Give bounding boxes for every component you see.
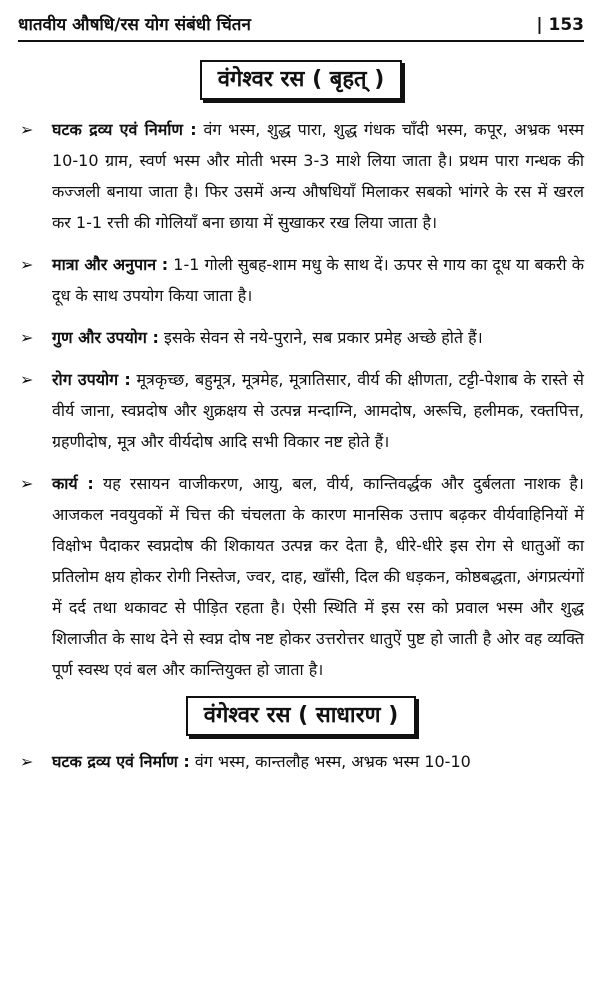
arrow-bullet-icon: ➢: [20, 370, 34, 389]
entry-text: वंग भस्म, कान्तलौह भस्म, अभ्रक भस्म 10-10: [189, 752, 471, 771]
entry-text: 1-1 गोली सुबह-शाम मधु के साथ दें। ऊपर से गाय का दूध या बकरी के दूध के साथ उपयोग किया जाता है।: [52, 255, 584, 305]
arrow-bullet-icon: ➢: [20, 752, 34, 771]
section-title-brihat: वंगेश्वर रस ( बृहत् ): [200, 60, 403, 100]
arrow-bullet-icon: ➢: [20, 255, 34, 274]
running-head: [18, 0, 584, 42]
entry-label: कार्य :: [52, 474, 94, 493]
entry-text: इसके सेवन से नये-पुराने, सब प्रकार प्रमेह अच्छे होते हैं।: [158, 328, 483, 347]
entry-ingredients-2: [18, 746, 584, 777]
arrow-bullet-icon: ➢: [20, 120, 34, 139]
arrow-bullet-icon: ➢: [20, 328, 34, 347]
entry-label: घटक द्रव्य एवं निर्माण :: [52, 752, 190, 771]
entry-label: रोग उपयोग :: [52, 370, 131, 389]
entry-label: गुण और उपयोग :: [52, 328, 159, 347]
entry-ingredients: [18, 114, 584, 238]
entry-diseases: [18, 364, 584, 457]
entry-action: [18, 468, 584, 685]
entry-label: मात्रा और अनुपान :: [52, 255, 169, 274]
entry-label: घटक द्रव्य एवं निर्माण :: [52, 120, 197, 139]
entry-text: मूत्रकृच्छ, बहुमूत्र, मूत्रमेह, मूत्रातिसार, वीर्य की क्षीणता, टट्टी-पेशाब के रास्ते से वीर्य जाना, स्वप्नदोष और शुक्रक्षय से उत्पन्न मन्दाग्नि, आमदोष, अरूचि, हलीमक, रक्तपित्त, ग्रहणीदोष, मूत्र और वीर्यदोष आदि सभी विकार नष्ट होते हैं।: [52, 370, 584, 451]
page-number: | 153: [536, 15, 584, 35]
entry-properties: [18, 322, 584, 353]
entry-text: यह रसायन वाजीकरण, आयु, बल, वीर्य, कान्तिवर्द्धक और दुर्बलता नाशक है। आजकल नवयुवकों में चित्त की चंचलता के कारण मानसिक उत्ताप बढ़कर वीर्यवाहिनियों में विक्षोभ पैदाकर स्वप्नदोष की शिकायत उत्पन्न कर देता है, धीरे-धीरे इस रोग से धातुओं का प्रतिलोम क्षय होकर रोगी निस्तेज, ज्वर, दाह, खाँसी, दिल की धड़कन, कोष्ठबद्धता, अंगप्रत्यंगों में दर्द तथा थकावट से पीड़ित रहता है। ऐसी स्थिति में इस रस को प्रवाल भस्म और शुद्ध शिलाजीत के साथ देने से स्वप्न दोष नष्ट होकर उत्तरोत्तर धातुऐं पुष्ट हो जाती है ओर वह व्यक्ति पूर्ण स्वस्थ एवं बल और कान्तियुक्त हो जाता है।: [52, 474, 584, 679]
arrow-bullet-icon: ➢: [20, 474, 34, 493]
running-head-title: धातवीय औषधि/रस योग संबंधी चिंतन: [18, 15, 251, 35]
entry-dosage: [18, 249, 584, 311]
section-title-sadharan: वंगेश्वर रस ( साधारण ): [186, 696, 417, 736]
entry-text: वंग भस्म, शुद्ध पारा, शुद्ध गंधक चाँदी भस्म, कपूर, अभ्रक भस्म 10-10 ग्राम, स्वर्ण भस्म और मोती भस्म 3-3 माशे लिया जाता है। प्रथम पारा गन्धक की कज्जली बनाया जाता है। फिर उसमें अन्य औषधियाँ मिलाकर सबको भांगरे के रस में खरल कर 1-1 रत्ती की गोलियाँ बना छाया में सुखाकर रख लिया जाता है।: [52, 120, 584, 232]
